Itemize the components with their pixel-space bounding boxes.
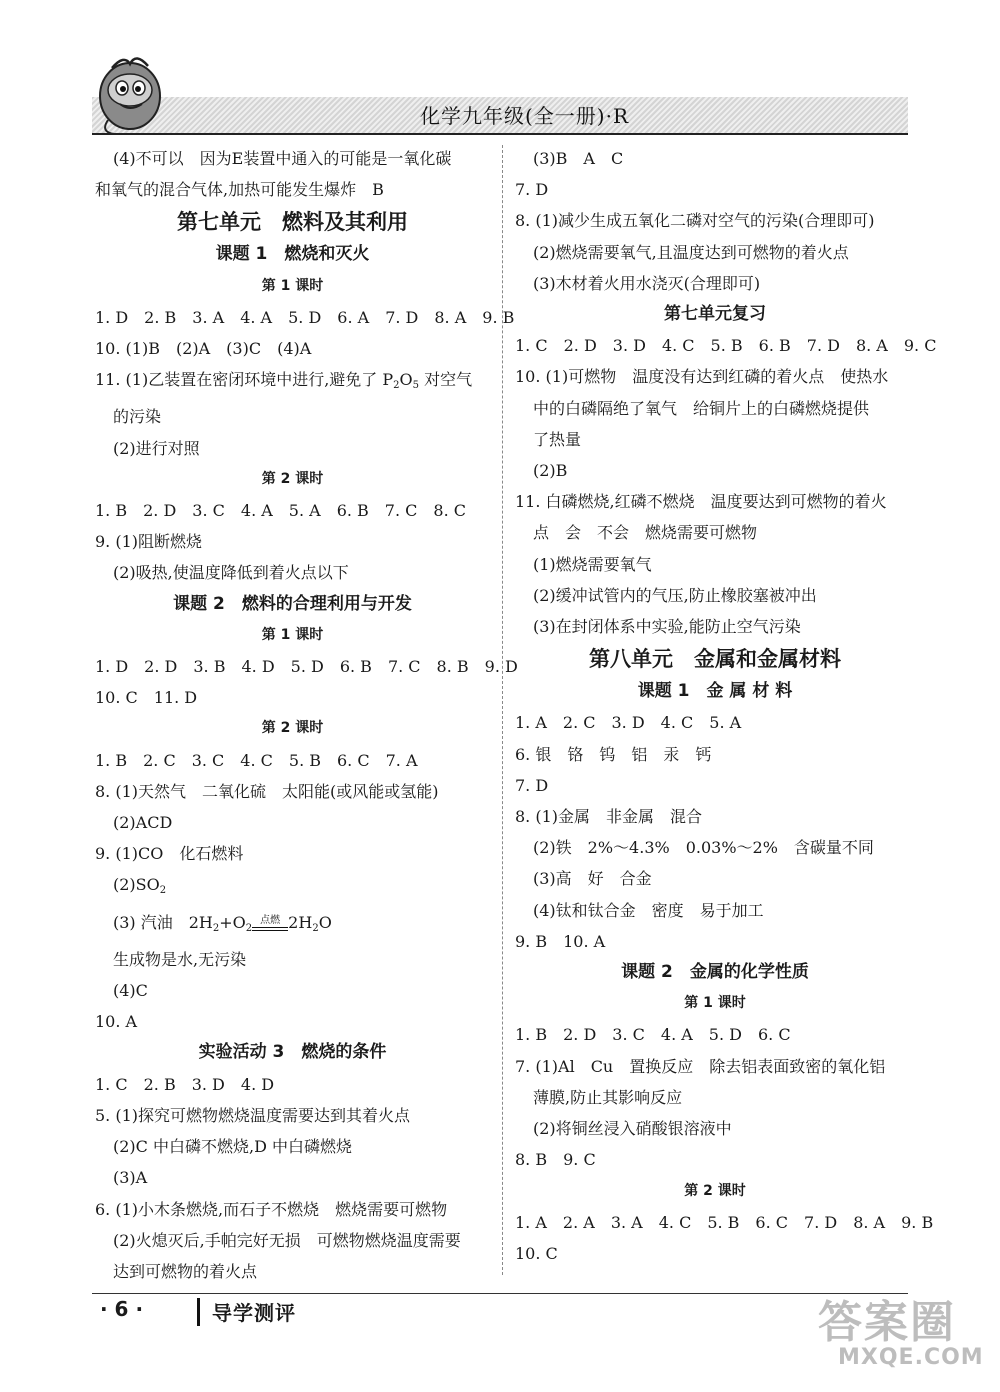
subscript: 2 xyxy=(212,922,220,934)
answer-line: (2)燃烧需要氧气,且温度达到可燃物的着火点 xyxy=(533,242,849,262)
subscript: 2 xyxy=(312,922,319,934)
answer-line: (2)火熄灭后,手帕完好无损 可燃物燃烧温度需要 xyxy=(113,1230,461,1250)
answer-line: 11. 白磷燃烧,红磷不燃烧 温度要达到可燃物的着火 xyxy=(515,492,887,512)
answer-line: (3)B A C xyxy=(533,149,624,168)
answer-line: 生成物是水,无污染 xyxy=(113,949,247,969)
lesson-title: 第 1 课时 xyxy=(684,995,746,1012)
lesson-title: 第 1 课时 xyxy=(261,626,324,643)
subscript: 2 xyxy=(393,380,400,392)
answer-line xyxy=(95,364,490,401)
answer-line: 1. D 2. B 3. A 4. A 5. D 6. A 7. D 8. A 9. B xyxy=(95,307,515,327)
answer-line: 10. A xyxy=(95,1012,138,1032)
footer-rule xyxy=(92,1293,908,1294)
answer-line: (2)ACD xyxy=(113,813,173,833)
answer-line: 7. (1)Al Cu 置换反应 除去铝表面致密的氧化铝 xyxy=(515,1056,886,1076)
equals-bar xyxy=(252,930,288,931)
answer-line: (2)缓冲试管内的气压,防止橡胶塞被冲出 xyxy=(533,585,817,605)
topic-title: 课题 2 金属的化学性质 xyxy=(621,962,809,983)
watermark-url: MXQE.COM xyxy=(838,1345,984,1370)
answer-line: 10. C 11. D xyxy=(95,688,198,708)
lesson-title: 第 2 课时 xyxy=(261,470,324,487)
answer-line: (2)进行对照 xyxy=(113,438,200,458)
answer-line: 1. C 2. B 3. D 4. D xyxy=(95,1074,275,1094)
answer-line: (4)C xyxy=(113,981,148,1001)
subscript: 5 xyxy=(412,380,420,392)
topic-title: 课题 1 金 属 材 料 xyxy=(637,681,793,702)
answer-line: 5. (1)探究可燃物燃烧温度需要达到其着火点 xyxy=(95,1105,411,1125)
answer-line: 1. C 2. D 3. D 4. C 5. B 6. B 7. D 8. A 9. C xyxy=(515,336,937,356)
unit-title: 第七单元 燃料及其利用 xyxy=(177,210,408,235)
answer-line: (3)木材着火用水浇灭(合理即可) xyxy=(533,273,761,293)
text-span: +O xyxy=(219,912,246,932)
answer-line: 6. (1)小木条燃烧,而石子不燃烧 燃烧需要可燃物 xyxy=(95,1199,448,1219)
answer-line: (2)C 中白磷不燃烧,D 中白磷燃烧 xyxy=(113,1137,352,1157)
answer-line: 10. C xyxy=(515,1243,558,1263)
watermark xyxy=(818,1297,984,1370)
topic-title: 课题 1 燃烧和灭火 xyxy=(215,244,370,265)
answer-line: (2)B xyxy=(533,461,568,481)
answer-line: 9. B 10. A xyxy=(515,931,606,951)
equals-bar xyxy=(252,927,288,928)
subscript: 2 xyxy=(159,885,167,897)
answer-line: (3)在封闭体系中实验,能防止空气污染 xyxy=(533,617,801,637)
right-column xyxy=(515,143,937,1269)
answer-line: (2)吸热,使温度降低到着火点以下 xyxy=(113,563,349,583)
answer-line: 8. B 9. C xyxy=(515,1150,596,1170)
answer-line: (2)铁 2%～4.3% 0.03%～2% 含碳量不同 xyxy=(533,838,874,858)
answer-line: (1)燃烧需要氧气 xyxy=(533,554,652,574)
footer-separator xyxy=(197,1298,200,1326)
answer-line: 达到可燃物的着火点 xyxy=(113,1261,258,1281)
text-span: 11. (1)乙装置在密闭环境中进行,避免了 P xyxy=(95,370,394,390)
book-title: 化学九年级(全一册)·R xyxy=(420,104,630,128)
topic-title: 实验活动 3 燃烧的条件 xyxy=(198,1042,387,1063)
text-span: (2)SO xyxy=(113,875,160,895)
answer-line xyxy=(95,869,490,906)
answer-line: 和氧气的混合气体,加热可能发生爆炸 B xyxy=(95,180,384,200)
left-column xyxy=(95,143,518,1287)
text-span: O xyxy=(318,912,332,932)
answer-line: 8. (1)减少生成五氧化二磷对空气的污染(合理即可) xyxy=(515,211,875,231)
topic-title: 课题 2 燃料的合理利用与开发 xyxy=(173,593,412,614)
answer-line: 1. B 2. D 3. C 4. A 5. A 6. B 7. C 8. C xyxy=(95,501,466,521)
text-span: 2H xyxy=(288,912,313,932)
answer-line: 1. A 2. C 3. D 4. C 5. A xyxy=(515,713,742,733)
answer-line: 1. D 2. D 3. B 4. D 5. D 6. B 7. C 8. B 9. D xyxy=(95,657,518,677)
answer-line: (3)高 好 合金 xyxy=(533,869,652,889)
answer-line: 点 会 不会 燃烧需要可燃物 xyxy=(533,523,758,543)
answer-line: 7. D xyxy=(515,180,549,200)
answer-line: 中的白磷隔绝了氧气 给铜片上的白磷燃烧提供 xyxy=(533,398,870,418)
answer-line: 的污染 xyxy=(113,407,162,427)
answer-line: (3)A xyxy=(113,1168,148,1188)
answer-line: (2)将铜丝浸入硝酸银溶液中 xyxy=(533,1119,732,1139)
header-rule xyxy=(92,133,908,135)
watermark-logo: 答案圈 xyxy=(818,1297,956,1348)
lesson-title: 第 2 课时 xyxy=(684,1182,746,1199)
answer-line: 8. (1)金属 非金属 混合 xyxy=(515,807,703,827)
answer-line: 10. (1)可燃物 温度没有达到红磷的着火点 使热水 xyxy=(515,367,889,387)
mascot-logo xyxy=(90,50,170,144)
answer-line: 6. 银 铬 钨 铝 汞 钙 xyxy=(515,744,712,764)
subscript: 2 xyxy=(245,922,253,934)
series-name: 导学测评 xyxy=(212,1301,296,1325)
topic-title: 第七单元复习 xyxy=(664,304,766,325)
answer-line: 1. B 2. D 3. C 4. A 5. D 6. C xyxy=(515,1025,791,1045)
answer-line: (4)不可以 因为E装置中通入的可能是一氧化碳 xyxy=(113,149,452,168)
page-number: · 6 · xyxy=(100,1297,144,1321)
answer-line: 8. (1)天然气 二氧化硫 太阳能(或风能或氢能) xyxy=(95,781,439,801)
lesson-title: 第 1 课时 xyxy=(261,277,324,294)
lesson-title: 第 2 课时 xyxy=(261,720,324,737)
condition-label: 点燃 xyxy=(260,914,281,926)
text-span: O xyxy=(399,370,413,390)
answer-line: 9. (1)CO 化石燃料 xyxy=(95,844,244,864)
text-span: (3) 汽油 2H xyxy=(113,912,213,932)
unit-title: 第八单元 金属和金属材料 xyxy=(589,647,841,672)
answer-line: 7. D xyxy=(515,775,549,795)
reaction-condition xyxy=(252,916,288,931)
text-span: 对空气 xyxy=(419,370,473,390)
answer-line: 1. B 2. C 3. C 4. C 5. B 6. C 7. A xyxy=(95,750,418,770)
answer-line: 10. (1)B (2)A (3)C (4)A xyxy=(95,339,312,359)
chemical-equation xyxy=(95,907,490,944)
answer-line: 了热量 xyxy=(533,429,582,449)
answer-line: 薄膜,防止其影响反应 xyxy=(533,1087,683,1107)
answer-line: 9. (1)阻断燃烧 xyxy=(95,532,203,552)
answer-line: 1. A 2. A 3. A 4. C 5. B 6. C 7. D 8. A 9. B xyxy=(515,1212,934,1232)
answer-line: (4)钛和钛合金 密度 易于加工 xyxy=(533,900,764,920)
